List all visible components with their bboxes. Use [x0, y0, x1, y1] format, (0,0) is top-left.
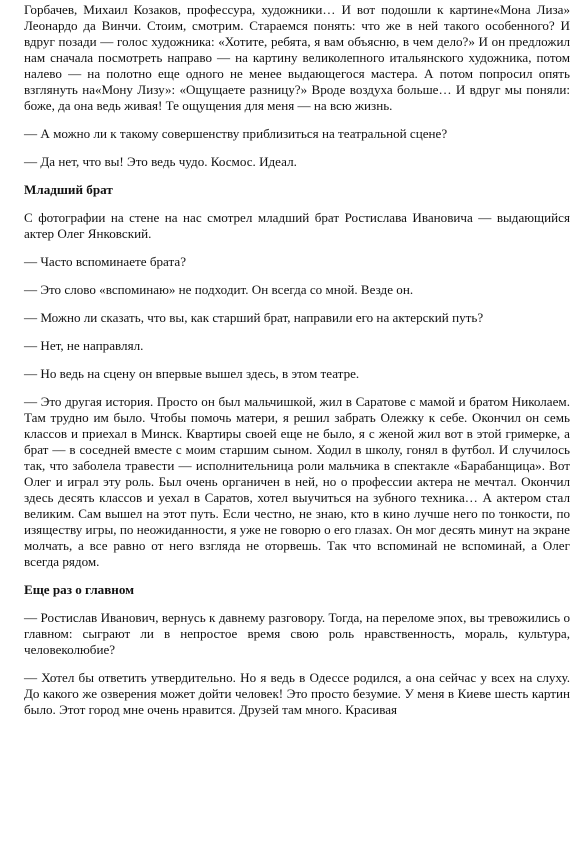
- section-heading-main: Еще раз о главном: [24, 582, 135, 597]
- paragraph: С фотографии на стене на нас смотрел младший брат Ростислава Ивановича — выдающийся актер Олег Янковский.: [24, 210, 570, 241]
- paragraph: — Да нет, что вы! Это ведь чудо. Космос. Идеал.: [24, 154, 297, 169]
- paragraph: — Можно ли сказать, что вы, как старший брат, направили его на актерский путь?: [24, 310, 484, 325]
- paragraph: — Ростислав Иванович, вернусь к давнему разговору. Тогда, на переломе эпох, вы тревожились о главном: сыграют ли в непростое время свою роль нравственность, мораль, культура, человеколюбие?: [24, 610, 570, 657]
- paragraph: Горбачев, Михаил Козаков, профессура, художники… И вот подошли к картине«Мона Лиза» Леонардо да Винчи. Стоим, смотрим. Стараемся понять: что же в ней такого особенного? И вдруг позади — голос художника: «Хотите, ребята, я вам объясню, в чем дело?» И он предложил нам сначала посмотреть направо — на картину великолепного итальянского художника, потом налево — на полотно еще одного не менее выдающегося мастера. А потом попросил опять взглянуть на«Мону Лизу»: «Ощущаете разницу?» Вроде воздуха больше… И вдруг мы поняли: боже, да она ведь живая! Те ощущения для меня — на всю жизнь.: [24, 2, 570, 113]
- paragraph: — Это другая история. Просто он был мальчишкой, жил в Саратове с мамой и братом Николаем. Там трудно им было. Чтобы помочь матери, я решил забрать Олежку к себе. Окончил он семь классов и приехал в Минск. Квартиры своей еще не было, я с женой жил вот в этой гримерке, а брат — в соседней вместе с моим старшим сыном. Ходил в школу, гонял в футбол. И случилось так, что заболела травести — исполнительница роли мальчика в спектакле «Барабанщица». Вот Олег и играл эту роль. Был очень органичен в ней, но о профессии актера не мечтал. Окончил здесь десять классов и уехал в Саратов, хотел выучиться на зубного техника… А актером стал великим. Сам вышел на этот путь. Если честно, не знаю, кто в кино лучше него по тонкости, по изяществу игры, по неожиданности, я уже не говорю о его глазах. Он мог десять минут на экране молчать, а все равно от него взгляда не оторвешь. Так что вспоминай не вспоминай, а Олег всегда рядом.: [24, 394, 570, 569]
- paragraph: — Нет, не направлял.: [24, 338, 144, 353]
- paragraph: — Это слово «вспоминаю» не подходит. Он всегда со мной. Везде он.: [24, 282, 414, 297]
- paragraph: — А можно ли к такому совершенству приблизиться на театральной сцене?: [24, 126, 448, 141]
- section-heading-brother: Младший брат: [24, 182, 113, 197]
- paragraph: — Хотел бы ответить утвердительно. Но я ведь в Одессе родился, а она сейчас у всех на слуху. До какого же озверения может дойти человек! Это просто безумие. У меня в Киеве шесть картин было. Этот город мне очень нравится. Друзей там много. Красивая: [24, 670, 570, 717]
- paragraph: — Часто вспоминаете брата?: [24, 254, 187, 269]
- paragraph: — Но ведь на сцену он впервые вышел здесь, в этом театре.: [24, 366, 360, 381]
